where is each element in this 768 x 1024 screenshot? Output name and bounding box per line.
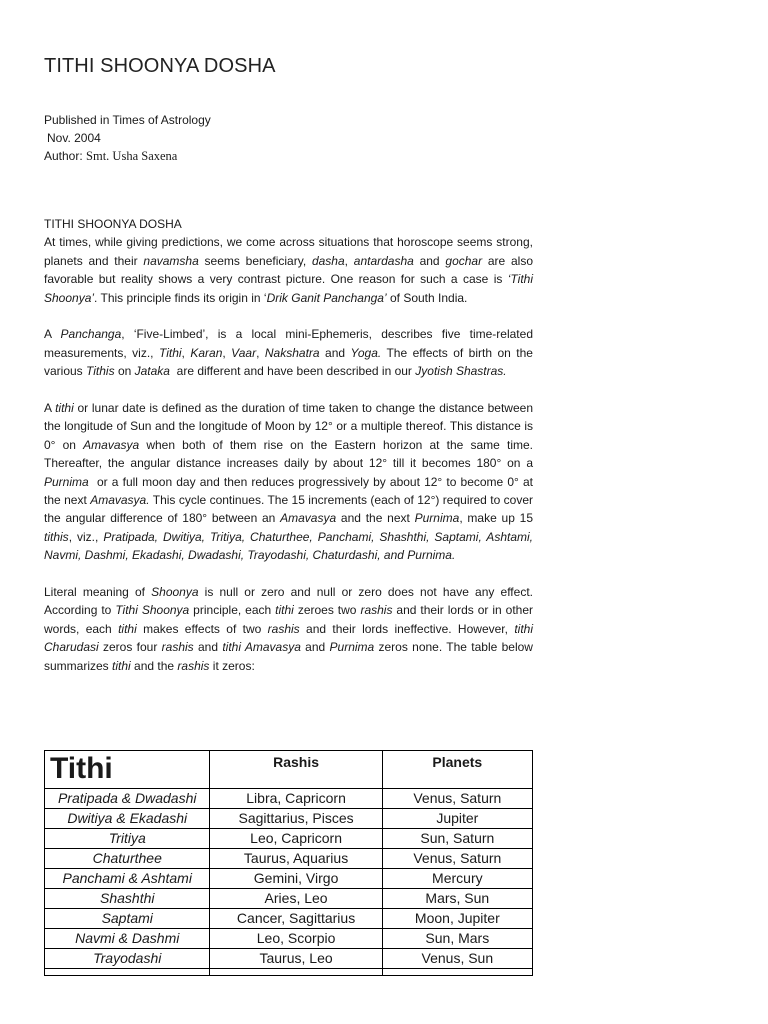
tithi-cell: Tritiya (45, 829, 210, 849)
table-row-partial (45, 969, 533, 976)
tithi-cell: Chaturthee (45, 849, 210, 869)
table-row (45, 929, 533, 949)
empty-cell (45, 969, 210, 976)
rashis-cell: Aries, Leo (210, 889, 382, 909)
planets-cell: Mercury (382, 869, 532, 889)
paragraph-3: A tithi or lunar date is defined as the duration of time taken to change the distance between the longitude of Sun and the longitude of Moon by 12° or a multiple thereof. This distance is 0° on Amavasya when both of them rise on the Eastern horizon at the same time. Thereafter, the angular distance increases daily by about 12° till it becomes 180° on a Purnima or a full moon day and then reduces progressively by about 12° to become 0° at the next Amavasya. This cycle continues. The 15 increments (each of 12°) required to cover the angular difference of 180° between an Amavasya and the next Purnima, make up 15 tithis, viz., Pratipada, Dwitiya, Tritiya, Chaturthee, Panchami, Shashthi, Saptami, Ashtami, Navmi, Dashmi, Ekadashi, Dwadashi, Trayodashi, Chaturdashi, and Purnima. (44, 401, 534, 563)
tithi-cell: Navmi & Dashmi (45, 929, 210, 949)
rashis-cell: Taurus, Aquarius (210, 849, 382, 869)
tithi-cell: Panchami & Ashtami (45, 869, 210, 889)
document-title: TITHI SHOONYA DOSHA (44, 55, 276, 77)
tithi-rashi-table (44, 750, 533, 976)
header-rashis: Rashis (210, 751, 382, 789)
paragraph-4: Literal meaning of Shoonya is null or zero and null or zero does not have any effect. According to Tithi Shoonya principle, each tithi zeroes two rashis and their lords or in other words, each tithi makes effects of two rashis and their lords ineffective. However, tithi Charudasi zeros four rashis and tithi Amavasya and Purnima zeros none. The table below summarizes tithi and the rashis it zeros: (44, 585, 533, 673)
table-row (45, 789, 533, 809)
table-row (45, 909, 533, 929)
planets-cell: Venus, Saturn (382, 849, 532, 869)
planets-cell: Jupiter (382, 809, 532, 829)
header-tithi: Tithi (45, 751, 210, 789)
planets-cell: Moon, Jupiter (382, 909, 532, 929)
tithi-cell: Pratipada & Dwadashi (45, 789, 210, 809)
header-planets: Planets (382, 751, 532, 789)
table-row (45, 809, 533, 829)
tithi-cell: Trayodashi (45, 949, 210, 969)
rashis-cell: Leo, Scorpio (210, 929, 382, 949)
rashis-cell: Sagittarius, Pisces (210, 809, 382, 829)
published-line: Published in Times of Astrology (44, 113, 211, 127)
publication-info (44, 111, 211, 165)
tithi-cell: Dwitiya & Ekadashi (45, 809, 210, 829)
table-row (45, 889, 533, 909)
table-row (45, 869, 533, 889)
planets-cell: Venus, Saturn (382, 789, 532, 809)
rashis-cell: Gemini, Virgo (210, 869, 382, 889)
empty-cell (382, 969, 532, 976)
rashis-cell: Leo, Capricorn (210, 829, 382, 849)
planets-cell: Sun, Saturn (382, 829, 532, 849)
rashis-cell: Taurus, Leo (210, 949, 382, 969)
article-body (44, 215, 533, 694)
empty-cell (210, 969, 382, 976)
publication-date: Nov. 2004 (47, 131, 101, 145)
table-header-row (45, 751, 533, 789)
section-heading: TITHI SHOONYA DOSHA (44, 217, 182, 231)
planets-cell: Sun, Mars (382, 929, 532, 949)
planets-cell: Mars, Sun (382, 889, 532, 909)
table-row (45, 949, 533, 969)
table-row (45, 829, 533, 849)
author-name: Smt. Usha Saxena (86, 149, 178, 163)
author-line (44, 147, 211, 165)
paragraph-2: A Panchanga, ‘Five-Limbed’, is a local mini-Ephemeris, describes five time-related measurements, viz., Tithi, Karan, Vaar, Nakshatra and Yoga. The effects of birth on the various Tithis on Jataka are different and have been described in our Jyotish Shastras. (44, 327, 533, 379)
planets-cell: Venus, Sun (382, 949, 532, 969)
tithi-cell: Shashthi (45, 889, 210, 909)
rashis-cell: Cancer, Sagittarius (210, 909, 382, 929)
paragraph-1: At times, while giving predictions, we come across situations that horoscope seems strong, planets and their navamsha seems beneficiary, dasha, antardasha and gochar are also favorable but reality shows a very contrast picture. One reason for such a case is ‘Tithi Shoonya’. This principle finds its origin in ‘Drik Ganit Panchanga’ of South India. (44, 235, 534, 305)
tithi-cell: Saptami (45, 909, 210, 929)
author-label: Author: (44, 149, 87, 163)
table-row (45, 849, 533, 869)
rashis-cell: Libra, Capricorn (210, 789, 382, 809)
